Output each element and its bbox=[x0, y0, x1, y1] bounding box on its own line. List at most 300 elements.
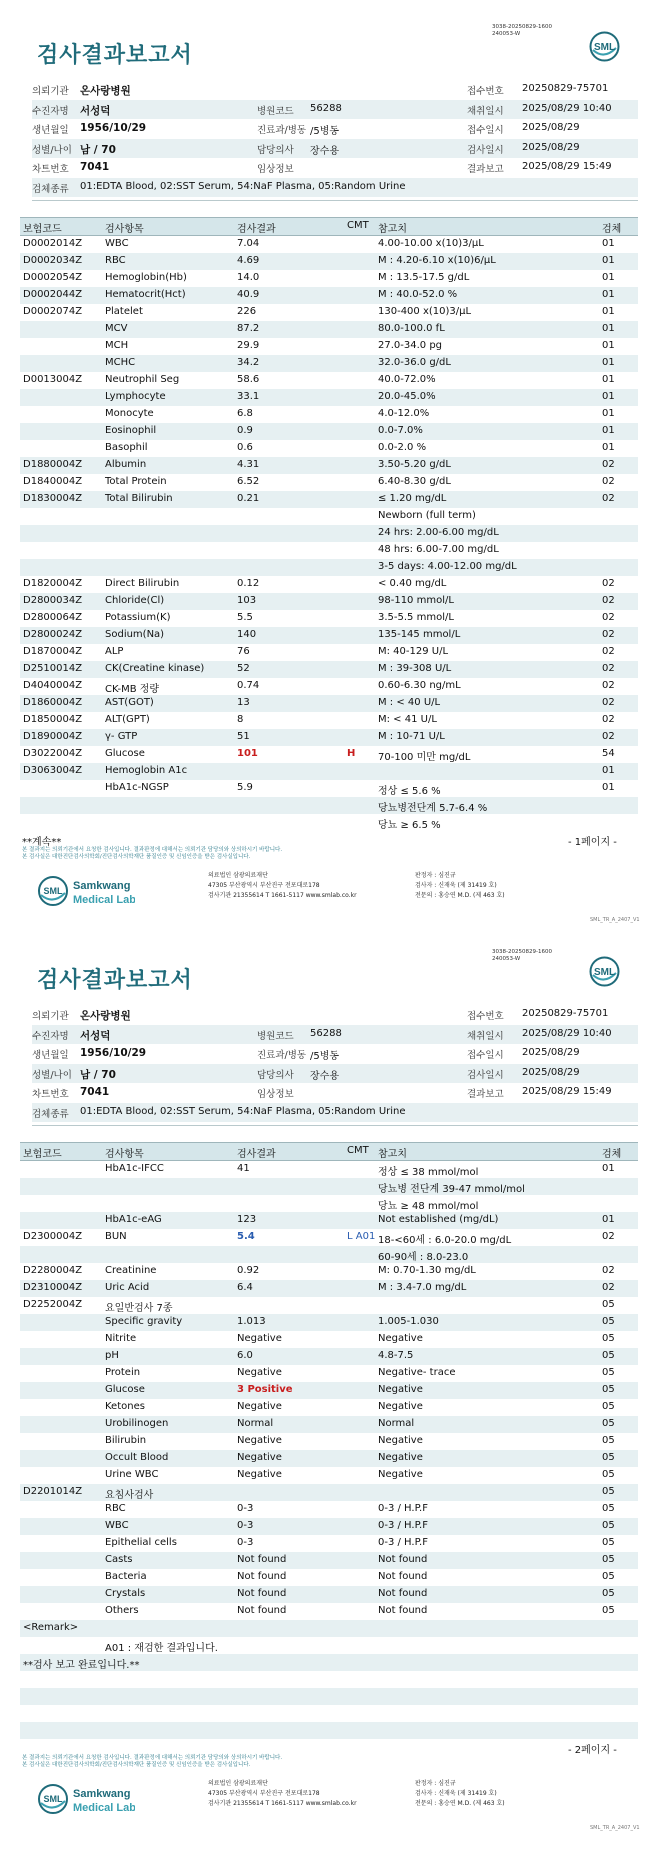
table-cell: MCH bbox=[105, 340, 129, 351]
header-field: 진료과/병동 bbox=[257, 125, 307, 136]
samkwang-logo bbox=[35, 869, 135, 913]
table-row bbox=[20, 1484, 638, 1501]
table-cell: MCV bbox=[105, 323, 128, 334]
table-cell: 123 bbox=[237, 1214, 257, 1225]
table-cell: Not found bbox=[378, 1605, 428, 1616]
table-cell: ≤ 1.20 mg/dL bbox=[378, 493, 447, 504]
table-cell: 02 bbox=[602, 714, 615, 725]
table-cell: Not found bbox=[378, 1588, 428, 1599]
table-cell: D2280004Z bbox=[23, 1265, 83, 1276]
table-cell: 02 bbox=[602, 1231, 615, 1242]
column-header: 참고치 bbox=[378, 224, 407, 235]
table-cell: M: < 41 U/L bbox=[378, 714, 437, 725]
table-cell: 13 bbox=[237, 697, 250, 708]
table-cell: <Remark> bbox=[23, 1622, 79, 1633]
table-cell: 87.2 bbox=[237, 323, 260, 334]
table-row bbox=[20, 610, 638, 627]
table-cell: M : 39-308 U/L bbox=[378, 663, 452, 674]
table-cell: 05 bbox=[602, 1605, 615, 1616]
lab-info-line: 검사기관 21355614 T 1661-5117 www.smlab.co.kr bbox=[208, 1800, 357, 1807]
lab-info bbox=[208, 871, 357, 901]
table-cell: 01 bbox=[602, 323, 615, 334]
signer-line: 검사자 : 신재욱 (제 31419 호) bbox=[415, 882, 497, 889]
table-cell: Normal bbox=[378, 1418, 415, 1429]
table-row bbox=[20, 525, 638, 542]
table-cell: 02 bbox=[602, 680, 615, 691]
table-row bbox=[20, 1161, 638, 1178]
table-row bbox=[20, 559, 638, 576]
header-field: 채취일시 bbox=[467, 1030, 504, 1042]
report-title: 검사결과보고서 bbox=[37, 43, 193, 68]
header-field: 임상정보 bbox=[257, 164, 294, 175]
header-field: 2025/08/29 10:40 bbox=[522, 1027, 612, 1039]
header-divider bbox=[32, 1125, 638, 1126]
table-row bbox=[20, 1212, 638, 1229]
header-field: 2025/08/29 15:49 bbox=[522, 161, 612, 172]
table-cell: Direct Bilirubin bbox=[105, 578, 180, 589]
table-cell: HbA1c-eAG bbox=[105, 1214, 162, 1225]
table-cell: D0002034Z bbox=[23, 255, 83, 266]
header-row bbox=[32, 178, 638, 197]
table-cell: Hemoglobin(Hb) bbox=[105, 272, 187, 283]
table-cell: M : 13.5-17.5 g/dL bbox=[378, 272, 470, 283]
table-row bbox=[20, 1365, 638, 1382]
table-cell: Negative bbox=[237, 1452, 282, 1463]
table-cell: Platelet bbox=[105, 306, 143, 317]
table-row bbox=[20, 746, 638, 763]
table-cell: D0002014Z bbox=[23, 238, 83, 249]
table-row bbox=[20, 1569, 638, 1586]
header-field: 검체종류 bbox=[32, 183, 69, 195]
table-cell: 05 bbox=[602, 1520, 615, 1531]
table-row bbox=[20, 593, 638, 610]
table-row bbox=[20, 1433, 638, 1450]
table-row bbox=[20, 1195, 638, 1212]
table-row bbox=[20, 1263, 638, 1280]
table-cell: γ- GTP bbox=[105, 731, 138, 742]
header-field: /5병동 bbox=[310, 126, 340, 137]
document-id-line: 3038-20250829-1600 bbox=[492, 949, 552, 955]
table-cell: 요침사검사 bbox=[105, 1490, 154, 1501]
table-row bbox=[20, 338, 638, 355]
table-cell: 54 bbox=[602, 748, 615, 759]
table-cell: 01 bbox=[602, 238, 615, 249]
table-row bbox=[20, 1178, 638, 1195]
signers bbox=[415, 871, 505, 901]
header-row bbox=[32, 80, 638, 99]
table-cell: WBC bbox=[105, 238, 129, 249]
table-cell: M : 4.20-6.10 x(10)6/μL bbox=[378, 255, 496, 266]
table-cell: RBC bbox=[105, 1503, 126, 1514]
svg-text:SML: SML bbox=[593, 967, 616, 978]
table-cell: 51 bbox=[237, 731, 250, 742]
table-cell: 02 bbox=[602, 629, 615, 640]
table-cell: 0.60-6.30 ng/mL bbox=[378, 680, 461, 691]
header-field: 56288 bbox=[310, 102, 342, 114]
table-cell: 05 bbox=[602, 1571, 615, 1582]
table-row bbox=[20, 287, 638, 304]
table-cell: Uric Acid bbox=[105, 1282, 150, 1293]
table-cell: 01 bbox=[602, 442, 615, 453]
header-row bbox=[32, 158, 638, 177]
table-cell: 0.12 bbox=[237, 578, 260, 589]
table-cell: 8 bbox=[237, 714, 244, 725]
table-cell: Casts bbox=[105, 1554, 133, 1565]
table-cell: Epithelial cells bbox=[105, 1537, 177, 1548]
table-cell: 01 bbox=[602, 289, 615, 300]
table-cell: 101 bbox=[237, 748, 258, 759]
table-cell: D1860004Z bbox=[23, 697, 83, 708]
table-row bbox=[20, 695, 638, 712]
table-cell: Ketones bbox=[105, 1401, 145, 1412]
table-cell: D1840004Z bbox=[23, 476, 83, 487]
table-cell: 당뇨 ≥ 6.5 % bbox=[378, 820, 441, 831]
disclaimer-line: 본 결과지는 의뢰기관에서 요청한 검사입니다. 결과판정에 대해서는 의뢰기관 담당의와 상의하시기 바랍니다. bbox=[22, 847, 283, 853]
samkwang-logo bbox=[35, 1777, 135, 1821]
table-cell: Eosinophil bbox=[105, 425, 157, 436]
table-cell: 05 bbox=[602, 1418, 615, 1429]
table-row bbox=[20, 1552, 638, 1569]
table-cell: Urine WBC bbox=[105, 1469, 159, 1480]
page-number: - 2페이지 - bbox=[568, 1745, 617, 1756]
table-cell: D2310004Z bbox=[23, 1282, 83, 1293]
header-field: 진료과/병동 bbox=[257, 1050, 307, 1061]
table-cell: 27.0-34.0 pg bbox=[378, 340, 443, 351]
table-cell: 5.5 bbox=[237, 612, 253, 623]
header-field: 성별/나이 bbox=[32, 1069, 72, 1081]
table-cell: 0-3 / H.P.F bbox=[378, 1503, 428, 1514]
header-field: 1956/10/29 bbox=[80, 1047, 147, 1059]
table-row bbox=[20, 372, 638, 389]
table-cell: AST(GOT) bbox=[105, 697, 154, 708]
table-cell: 05 bbox=[602, 1469, 615, 1480]
table-cell: 05 bbox=[602, 1384, 615, 1395]
table-cell: Hemoglobin A1c bbox=[105, 765, 188, 776]
document-id-line: 3038-20250829-1600 bbox=[492, 24, 552, 30]
header-field: 채취일시 bbox=[467, 105, 504, 117]
table-cell: 135-145 mmol/L bbox=[378, 629, 461, 640]
table-cell: Creatinine bbox=[105, 1265, 157, 1276]
table-cell: 48 hrs: 6.00-7.00 mg/dL bbox=[378, 544, 499, 555]
table-row bbox=[20, 1688, 638, 1705]
table-cell: 01 bbox=[602, 1163, 615, 1174]
table-row bbox=[20, 491, 638, 508]
header-field: 결과보고 bbox=[467, 164, 504, 175]
table-row bbox=[20, 1280, 638, 1297]
header-field: 장수용 bbox=[310, 1070, 339, 1082]
table-cell: 32.0-36.0 g/dL bbox=[378, 357, 451, 368]
table-cell: D2252004Z bbox=[23, 1299, 83, 1310]
table-cell: 3.5-5.5 mmol/L bbox=[378, 612, 454, 623]
table-row bbox=[20, 1467, 638, 1484]
column-header: 검사결과 bbox=[237, 1149, 276, 1160]
table-cell: 01 bbox=[602, 306, 615, 317]
table-row bbox=[20, 712, 638, 729]
table-row bbox=[20, 1637, 638, 1654]
header-field: 담당의사 bbox=[257, 1069, 294, 1081]
table-cell: 40.9 bbox=[237, 289, 260, 300]
header-field: 남 / 70 bbox=[80, 143, 116, 156]
header-field: 20250829-75701 bbox=[522, 83, 609, 94]
svg-text:Medical Lab: Medical Lab bbox=[73, 1802, 135, 1814]
lab-info-line: 의료법인 삼광의료재단 bbox=[208, 872, 268, 879]
table-row bbox=[20, 542, 638, 559]
table-cell: 02 bbox=[602, 697, 615, 708]
table-cell: Negative bbox=[378, 1333, 423, 1344]
table-row bbox=[20, 253, 638, 270]
table-cell: CK-MB 정량 bbox=[105, 684, 160, 695]
header-row bbox=[32, 1083, 638, 1102]
table-cell: 3.50-5.20 g/dL bbox=[378, 459, 451, 470]
header-field: 검사일시 bbox=[467, 144, 504, 156]
table-cell: Albumin bbox=[105, 459, 147, 470]
table-cell: 70-100 미만 mg/dL bbox=[378, 752, 471, 763]
table-cell: D1830004Z bbox=[23, 493, 83, 504]
disclaimer bbox=[22, 1755, 282, 1769]
table-cell: H bbox=[347, 748, 356, 759]
table-cell: 당뇨병 전단계 39-47 mmol/mol bbox=[378, 1184, 525, 1195]
table-cell: D0002074Z bbox=[23, 306, 83, 317]
header-field: 2025/08/29 15:49 bbox=[522, 1086, 612, 1097]
table-cell: 6.4 bbox=[237, 1282, 253, 1293]
table-row bbox=[20, 1229, 638, 1246]
table-cell: 40.0-72.0% bbox=[378, 374, 436, 385]
table-cell: 01 bbox=[602, 340, 615, 351]
table-cell: D0013004Z bbox=[23, 374, 83, 385]
header-field: 2025/08/29 10:40 bbox=[522, 102, 612, 114]
table-cell: 80.0-100.0 fL bbox=[378, 323, 445, 334]
column-header: CMT bbox=[347, 220, 369, 231]
header-field: 서성덕 bbox=[80, 1029, 111, 1042]
table-cell: Not established (mg/dL) bbox=[378, 1214, 499, 1225]
table-cell: 01 bbox=[602, 782, 615, 793]
table-cell: 0-3 bbox=[237, 1520, 254, 1531]
table-cell: 01 bbox=[602, 425, 615, 436]
table-cell: 02 bbox=[602, 595, 615, 606]
table-cell: D1820004Z bbox=[23, 578, 83, 589]
column-header: 검체 bbox=[602, 1149, 622, 1160]
form-code: SML_TR_A_2407_V1 bbox=[590, 1825, 640, 1831]
table-row bbox=[20, 1654, 638, 1671]
signer-line: 전문의 : 홍승연 M.D. (제 463 호) bbox=[415, 892, 505, 899]
table-cell: 0.9 bbox=[237, 425, 253, 436]
table-cell: 0-3 bbox=[237, 1503, 254, 1514]
signer-line: 검사자 : 신재욱 (제 31419 호) bbox=[415, 1790, 497, 1797]
table-cell: 05 bbox=[602, 1588, 615, 1599]
table-cell: Glucose bbox=[105, 1384, 145, 1395]
svg-text:Samkwang: Samkwang bbox=[73, 1788, 131, 1800]
table-cell: M: 40-129 U/L bbox=[378, 646, 449, 657]
header-field: 접수번호 bbox=[467, 1011, 504, 1022]
table-row bbox=[20, 814, 638, 831]
header-field: 2025/08/29 bbox=[522, 122, 580, 133]
table-cell: RBC bbox=[105, 255, 126, 266]
header-field: 생년월일 bbox=[32, 1050, 69, 1061]
table-cell: 당뇨병전단계 5.7-6.4 % bbox=[378, 803, 488, 814]
table-cell: Negative bbox=[237, 1333, 282, 1344]
header-field: 56288 bbox=[310, 1027, 342, 1039]
column-header: 보험코드 bbox=[23, 224, 62, 235]
table-cell: Not found bbox=[378, 1571, 428, 1582]
table-row bbox=[20, 1297, 638, 1314]
table-cell: 02 bbox=[602, 476, 615, 487]
table-row bbox=[20, 1382, 638, 1399]
header-field: 2025/08/29 bbox=[522, 1047, 580, 1058]
table-cell: D4040004Z bbox=[23, 680, 83, 691]
svg-text:SML: SML bbox=[593, 42, 616, 53]
table-cell: Basophil bbox=[105, 442, 148, 453]
signer-line: 판정자 : 심진규 bbox=[415, 872, 456, 879]
table-row bbox=[20, 304, 638, 321]
table-cell: 0-3 bbox=[237, 1537, 254, 1548]
header-field: 1956/10/29 bbox=[80, 122, 147, 134]
table-cell: Others bbox=[105, 1605, 139, 1616]
page-number: - 1페이지 - bbox=[568, 837, 617, 848]
header-field: 01:EDTA Blood, 02:SST Serum, 54:NaF Plasma, 05:Random Urine bbox=[80, 1105, 406, 1117]
disclaimer-line: 본 검사실은 대한진단검사의학회/진단검사의학재단 품질인증 및 신임인증을 받은 검사실입니다. bbox=[22, 1762, 251, 1768]
sml-logo-icon bbox=[588, 955, 621, 988]
table-cell: 0.92 bbox=[237, 1265, 260, 1276]
table-cell: D3063004Z bbox=[23, 765, 83, 776]
table-row bbox=[20, 1535, 638, 1552]
table-cell: 01 bbox=[602, 255, 615, 266]
table-cell: 24 hrs: 2.00-6.00 mg/dL bbox=[378, 527, 499, 538]
table-cell: Not found bbox=[237, 1605, 287, 1616]
table-cell: 33.1 bbox=[237, 391, 260, 402]
table-cell: 정상 ≤ 38 mmol/mol bbox=[378, 1167, 479, 1178]
lab-info-line: 검사기관 21355614 T 1661-5117 www.smlab.co.kr bbox=[208, 892, 357, 899]
table-cell: ALP bbox=[105, 646, 124, 657]
table-cell: 1.013 bbox=[237, 1316, 266, 1327]
table-cell: Negative bbox=[237, 1367, 282, 1378]
header-field: 온사랑병원 bbox=[80, 85, 131, 97]
table-cell: Bilirubin bbox=[105, 1435, 147, 1446]
table-cell: HbA1c-NGSP bbox=[105, 782, 169, 793]
sml-logo-icon bbox=[588, 30, 621, 63]
header-field: 01:EDTA Blood, 02:SST Serum, 54:NaF Plasma, 05:Random Urine bbox=[80, 180, 406, 192]
signers bbox=[415, 1779, 505, 1809]
table-row bbox=[20, 1603, 638, 1620]
table-row bbox=[20, 474, 638, 491]
table-cell: Nitrite bbox=[105, 1333, 137, 1344]
table-cell: 02 bbox=[602, 612, 615, 623]
table-row bbox=[20, 236, 638, 253]
table-cell: Not found bbox=[237, 1571, 287, 1582]
header-field: 검체종류 bbox=[32, 1108, 69, 1120]
header-field: 생년월일 bbox=[32, 125, 69, 136]
header-row bbox=[32, 119, 638, 138]
header-field: 병원코드 bbox=[257, 105, 294, 117]
column-header: 참고치 bbox=[378, 1149, 407, 1160]
column-header: 검사항목 bbox=[105, 1149, 144, 1160]
table-row bbox=[20, 1399, 638, 1416]
table-cell: 4.0-12.0% bbox=[378, 408, 430, 419]
table-row bbox=[20, 1348, 638, 1365]
header-field: 수진자명 bbox=[32, 105, 69, 117]
table-cell: 05 bbox=[602, 1554, 615, 1565]
table-cell: 3 Positive bbox=[237, 1384, 293, 1395]
table-cell: 140 bbox=[237, 629, 257, 640]
table-cell: 02 bbox=[602, 1265, 615, 1276]
table-cell: 6.0 bbox=[237, 1350, 253, 1361]
header-field: 의뢰기관 bbox=[32, 86, 69, 97]
table-cell: **검사 보고 완료입니다.** bbox=[23, 1660, 140, 1671]
table-cell: D0002054Z bbox=[23, 272, 83, 283]
table-row bbox=[20, 440, 638, 457]
table-row bbox=[20, 1331, 638, 1348]
table-cell: 요일반검사 7종 bbox=[105, 1303, 173, 1314]
table-cell: D2300004Z bbox=[23, 1231, 83, 1242]
table-cell: 01 bbox=[602, 765, 615, 776]
header-divider bbox=[32, 200, 638, 201]
table-row bbox=[20, 321, 638, 338]
table-cell: 34.2 bbox=[237, 357, 260, 368]
header-field: 차트번호 bbox=[32, 1089, 69, 1100]
table-cell: D2800024Z bbox=[23, 629, 83, 640]
table-cell: Occult Blood bbox=[105, 1452, 169, 1463]
header-field: /5병동 bbox=[310, 1051, 340, 1062]
svg-text:Medical Lab: Medical Lab bbox=[73, 894, 135, 906]
header-field: 남 / 70 bbox=[80, 1068, 116, 1081]
disclaimer-line: 본 검사실은 대한진단검사의학회/진단검사의학재단 품질인증 및 신임인증을 받은 검사실입니다. bbox=[22, 854, 251, 860]
table-cell: Chloride(Cl) bbox=[105, 595, 165, 606]
header-field: 병원코드 bbox=[257, 1030, 294, 1042]
table-row bbox=[20, 423, 638, 440]
table-cell: 05 bbox=[602, 1350, 615, 1361]
signer-line: 전문의 : 홍승연 M.D. (제 463 호) bbox=[415, 1800, 505, 1807]
table-cell: 02 bbox=[602, 731, 615, 742]
continued-label: **계속** bbox=[22, 837, 62, 848]
table-cell: Negative bbox=[378, 1452, 423, 1463]
table-cell: pH bbox=[105, 1350, 119, 1361]
table-cell: M : 10-71 U/L bbox=[378, 731, 445, 742]
table-cell: 58.6 bbox=[237, 374, 260, 385]
table-cell: 01 bbox=[602, 272, 615, 283]
table-cell: 05 bbox=[602, 1435, 615, 1446]
header-field: 담당의사 bbox=[257, 144, 294, 156]
table-cell: D0002044Z bbox=[23, 289, 83, 300]
table-row bbox=[20, 355, 638, 372]
table-cell: 76 bbox=[237, 646, 250, 657]
table-cell: Glucose bbox=[105, 748, 145, 759]
table-cell: M : < 40 U/L bbox=[378, 697, 441, 708]
document-id bbox=[492, 24, 552, 38]
report-title: 검사결과보고서 bbox=[37, 968, 193, 993]
table-cell: 05 bbox=[602, 1537, 615, 1548]
header-field: 20250829-75701 bbox=[522, 1008, 609, 1019]
table-cell: 05 bbox=[602, 1299, 615, 1310]
header-field: 의뢰기관 bbox=[32, 1011, 69, 1022]
table-cell: 14.0 bbox=[237, 272, 260, 283]
table-cell: 05 bbox=[602, 1316, 615, 1327]
table-row bbox=[20, 270, 638, 287]
table-cell: Negative bbox=[378, 1401, 423, 1412]
table-cell: M : 40.0-52.0 % bbox=[378, 289, 458, 300]
table-row bbox=[20, 576, 638, 593]
table-cell: D1880004Z bbox=[23, 459, 83, 470]
table-cell: 05 bbox=[602, 1486, 615, 1497]
table-cell: Negative bbox=[237, 1435, 282, 1446]
table-cell: 05 bbox=[602, 1401, 615, 1412]
table-cell: 05 bbox=[602, 1503, 615, 1514]
table-cell: D2800034Z bbox=[23, 595, 83, 606]
footer bbox=[0, 861, 655, 921]
table-cell: CK(Creatine kinase) bbox=[105, 663, 205, 674]
table-cell: 01 bbox=[602, 1214, 615, 1225]
document-id-line: 240053-W bbox=[492, 956, 521, 962]
table-cell: 5.9 bbox=[237, 782, 253, 793]
lab-info-line: 47305 부산광역시 부산진구 전포대로178 bbox=[208, 1790, 320, 1797]
